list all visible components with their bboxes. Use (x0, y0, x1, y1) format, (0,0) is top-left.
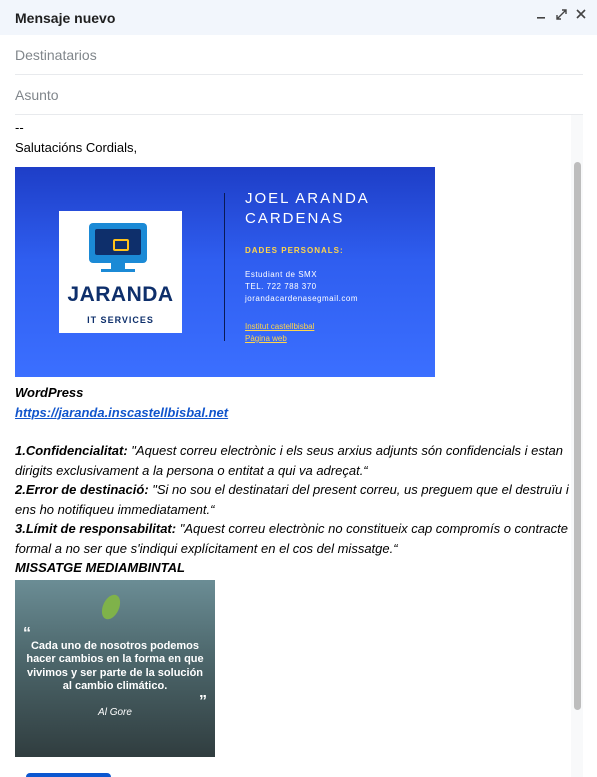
environmental-title: MISSATGE MEDIAMBINTAL (15, 560, 185, 575)
header-controls (535, 8, 587, 20)
compose-title: Mensaje nuevo (15, 9, 116, 26)
card-link-web: Pàgina web (245, 334, 287, 343)
expand-icon[interactable] (555, 8, 567, 20)
quote-text: Cada uno de nosotros podemos hacer cambios en la forma en que vivimos y ser parte de la solución al cambio climático. (26, 639, 204, 692)
subject-row (15, 75, 583, 115)
card-link-institut: Institut castellbisbal (245, 322, 315, 331)
clause-text: "Aquest correu electrònic i els seus arxius adjunts són confidencials i estan dirigits exclusivament a la persona o entitat a qui va adreçat.“ (15, 443, 563, 478)
logo-box (59, 211, 182, 333)
card-name-line1: JOEL ARANDA (245, 190, 370, 207)
clause-liability (15, 519, 575, 558)
monitor-icon (89, 223, 147, 263)
recipients-row (15, 35, 583, 75)
signature-separator: -- (15, 120, 24, 135)
clause-confidentiality (15, 441, 575, 480)
recipients-input[interactable] (15, 47, 583, 63)
clause-label: 1.Confidencialitat: (15, 443, 128, 458)
close-icon[interactable] (575, 8, 587, 20)
compose-header[interactable] (0, 0, 597, 35)
business-card-image (15, 167, 435, 377)
card-divider (224, 193, 225, 341)
wordpress-label: WordPress (15, 385, 84, 400)
message-body[interactable] (15, 115, 575, 777)
subject-input[interactable] (15, 87, 583, 103)
clause-wrong-recipient (15, 480, 575, 519)
quote-close-mark: ” (199, 692, 207, 710)
clause-label: 2.Error de destinació: (15, 482, 149, 497)
card-section-title: DADES PERSONALS: (245, 246, 344, 255)
card-role: Estudiant de SMX (245, 270, 318, 279)
card-name-line2: CARDENAS (245, 210, 345, 227)
clause-text: "Si no sou el destinatari del present correu, us preguem que el destruïu i ens ho notifiqueu immediatament.“ (15, 482, 569, 517)
send-button[interactable] (26, 773, 111, 777)
card-email: jorandacardenasegmail.com (245, 294, 358, 303)
clause-label: 3.Límit de responsabilitat: (15, 521, 177, 536)
wordpress-link[interactable]: https://jaranda.inscastellbisbal.net (15, 404, 229, 420)
climate-quote-image (15, 580, 215, 757)
clause-text: "Aquest correu electrònic no constitueix cap compromís o contracte formal a no ser que s'indiqui explícitament en el cos del missatge.“ (15, 521, 569, 556)
quote-open-mark: “ (23, 624, 31, 642)
minimize-icon[interactable] (535, 8, 547, 20)
plant-leaf-icon (98, 591, 123, 621)
card-phone: TEL. 722 788 370 (245, 282, 317, 291)
scrollbar-thumb[interactable] (574, 162, 581, 710)
logo-name: JARANDA (67, 283, 174, 306)
quote-author: Al Gore (98, 706, 132, 718)
greeting-text: Salutacións Cordials, (15, 139, 138, 155)
card-name (245, 189, 370, 229)
logo-subtitle: IT SERVICES (87, 315, 154, 325)
